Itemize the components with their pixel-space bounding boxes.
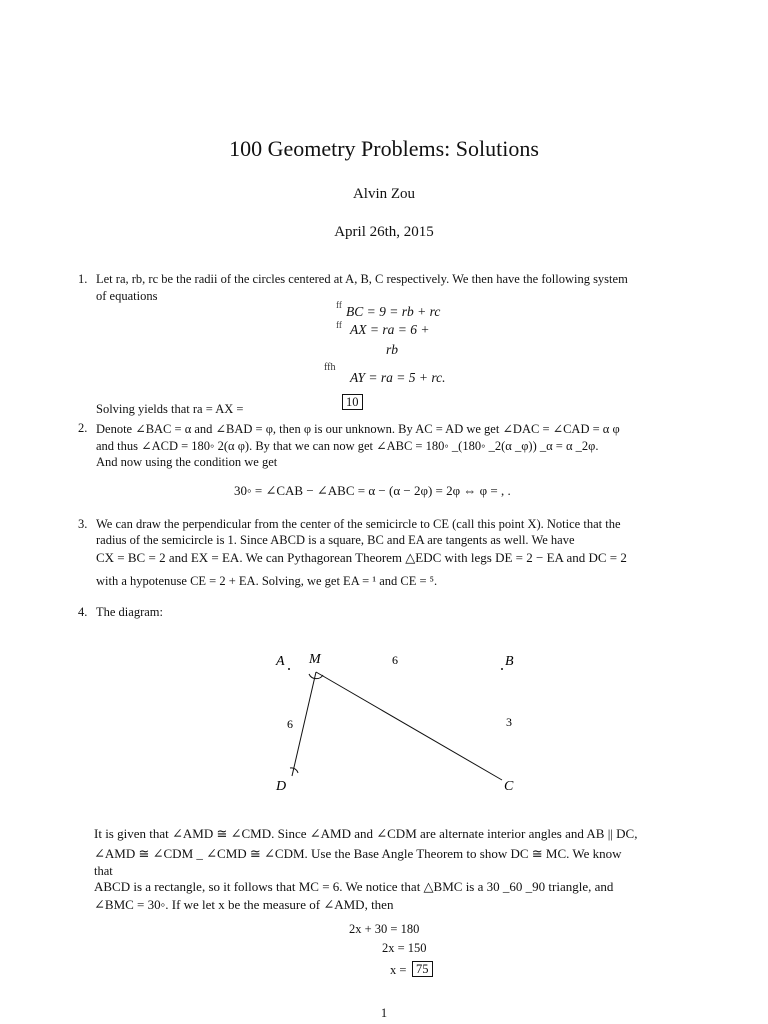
- problem-1-number: 1.: [78, 272, 88, 286]
- problem-1-answer-box: 10: [342, 394, 363, 410]
- problem-4-text-3: that: [94, 864, 113, 878]
- label-m: M: [309, 652, 321, 667]
- problem-3-line-1: We can draw the perpendicular from the center of the semicircle to CE (call this point X). Notice that the: [96, 517, 621, 531]
- problem-1-equation-2: AX = ra = 6 +: [350, 322, 430, 337]
- problem-4-number: 4.: [78, 605, 88, 619]
- geometry-diagram: [260, 640, 540, 800]
- author-name: Alvin Zou: [352, 186, 416, 202]
- problem-4-answer-box: 75: [412, 961, 433, 977]
- problem-4-equation-3: x =: [390, 963, 407, 977]
- problem-3-line-4: with a hypotenuse CE = 2 + EA. Solving, we get EA = ¹ and CE = ⁵.: [96, 574, 438, 588]
- problem-4-equation-2: 2x = 150: [382, 941, 427, 955]
- segment-mc: [316, 672, 502, 780]
- problem-2-number: 2.: [78, 421, 88, 435]
- problem-1-line-2: of equations: [96, 289, 158, 303]
- length-md: 6: [287, 717, 293, 731]
- problem-1-artifact-1: ff: [336, 300, 342, 310]
- problem-3-line-2: radius of the semicircle is 1. Since ABCD is a square, BC and EA are tangents as well. We have: [96, 533, 575, 547]
- problem-3-line-3: CX = BC = 2 and EX = EA. We can Pythagorean Theorem △EDC with legs DE = 2 − EA and DC = 2: [96, 550, 627, 565]
- problem-2-equation: 30◦ = ∠CAB − ∠ABC = α − (α − 2φ) = 2φ ⇔ φ = , .: [234, 483, 511, 498]
- problem-4-text-5: ∠BMC = 30◦. If we let x be the measure of ∠AMD, then: [94, 897, 394, 912]
- problem-1-equation-3: AY = ra = 5 + rc.: [350, 370, 446, 385]
- angle-mark-d: [290, 768, 298, 773]
- problem-1-artifact-3: ffh: [324, 362, 336, 373]
- problem-3-number: 3.: [78, 517, 88, 531]
- problem-4-text-4: ABCD is a rectangle, so it follows that MC = 6. We notice that △BMC is a 30 _60 _90 triangle, and: [94, 879, 614, 894]
- problem-4-equation-1: 2x + 30 = 180: [349, 922, 420, 936]
- length-mb: 6: [392, 653, 398, 667]
- problem-1-artifact-2: ff: [336, 320, 342, 330]
- problem-1-line-1: Let ra, rb, rc be the radii of the circles centered at A, B, C respectively. We then have the following system: [96, 272, 628, 286]
- page-number: 1: [380, 1006, 388, 1020]
- length-bc: 3: [506, 715, 512, 729]
- problem-1-equation-2-cont: rb: [386, 342, 399, 357]
- problem-2-line-3: And now using the condition we get: [96, 455, 278, 469]
- problem-4-text-2: ∠AMD ≅ ∠CDM _ ∠CMD ≅ ∠CDM. Use the Base Angle Theorem to show DC ≅ MC. We know: [94, 846, 622, 861]
- problem-4-line-1: The diagram:: [96, 605, 163, 619]
- problem-2-line-1: Denote ∠BAC = α and ∠BAD = φ, then φ is our unknown. By AC = AD we get ∠DAC = ∠CAD = α φ: [96, 422, 620, 436]
- document-title: 100 Geometry Problems: Solutions: [229, 136, 539, 161]
- point-b: [501, 668, 503, 670]
- label-a: A: [276, 654, 285, 669]
- problem-2-line-2: and thus ∠ACD = 180◦ 2(α φ). By that we can now get ∠ABC = 180◦ _(180◦ _2(α _φ)) _α = α _2φ.: [96, 439, 599, 453]
- label-b: B: [505, 654, 514, 669]
- label-d: D: [276, 779, 287, 794]
- segment-md: [292, 672, 316, 776]
- point-a: [288, 668, 290, 670]
- problem-1-equation-1: BC = 9 = rb + rc: [346, 304, 441, 319]
- label-c: C: [504, 779, 514, 794]
- problem-4-text-1: It is given that ∠AMD ≅ ∠CMD. Since ∠AMD and ∠CDM are alternate interior angles and AB || DC,: [94, 826, 638, 841]
- document-date: April 26th, 2015: [334, 224, 434, 240]
- problem-1-cut-line: Solving yields that ra = AX =: [96, 402, 244, 416]
